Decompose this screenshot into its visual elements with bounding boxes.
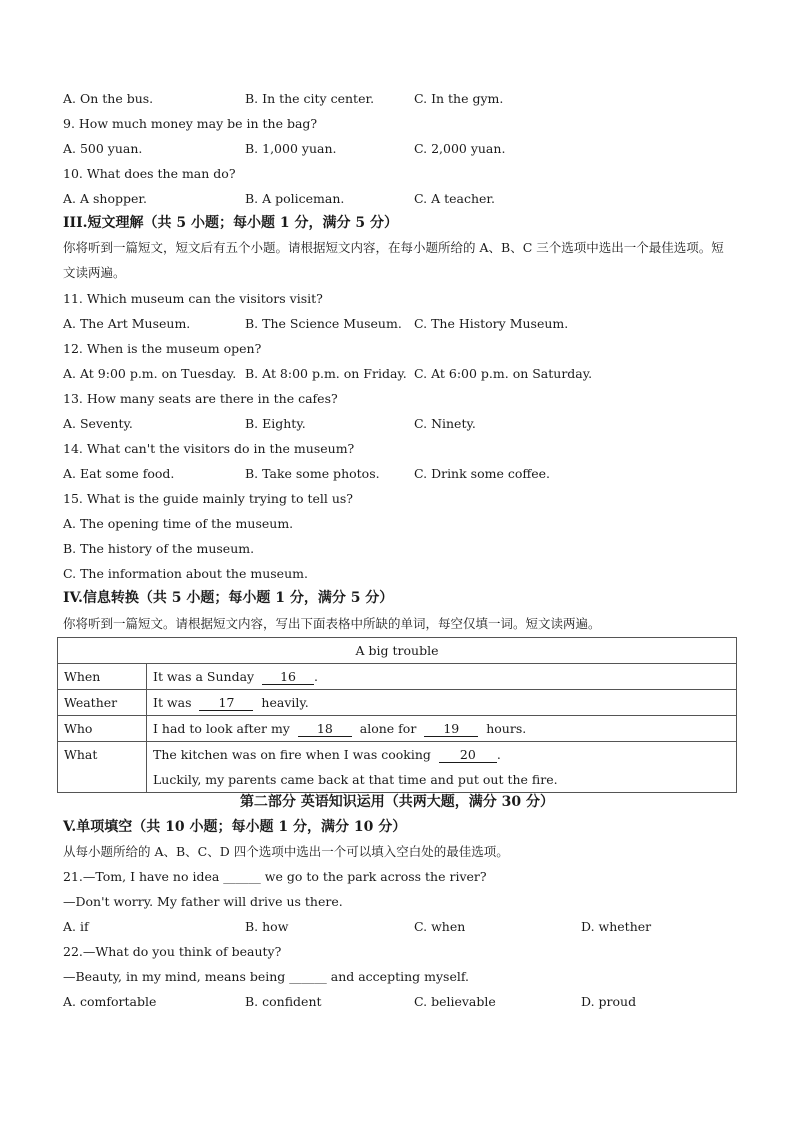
q14-option-c[interactable]: C. Drink some coffee.	[414, 466, 550, 481]
q21-option-c[interactable]: C. when	[414, 919, 466, 934]
row-text-line2: Luckily, my parents came back at that time and put out the fire.	[153, 772, 558, 787]
q11-option-a[interactable]: A. The Art Museum.	[63, 316, 191, 331]
q15-option-a[interactable]: A. The opening time of the museum.	[63, 516, 294, 531]
q21-line2: —Don't worry. My father will drive us there.	[63, 894, 343, 909]
q9-option-b[interactable]: B. 1,000 yuan.	[245, 141, 337, 156]
q12-option-c[interactable]: C. At 6:00 p.m. on Saturday.	[414, 366, 593, 381]
blank-18[interactable]: 18	[298, 722, 352, 737]
section-4-instruction: 你将听到一篇短文。请根据短文内容，写出下面表格中所缺的单词，每空仅填一词。短文读两遍。	[63, 616, 601, 631]
q10-option-b[interactable]: B. A policeman.	[245, 191, 345, 206]
q13-option-c[interactable]: C. Ninety.	[414, 416, 476, 431]
info-table	[57, 637, 737, 793]
q12-option-a[interactable]: A. At 9:00 p.m. on Tuesday.	[63, 366, 237, 381]
q22-line2: —Beauty, in my mind, means being ______ and accepting myself.	[63, 969, 470, 984]
row-text: It was	[153, 695, 192, 710]
row-label-weather: Weather	[58, 690, 147, 716]
part-2-title: 第二部分 英语知识运用（共两大题，满分 30 分）	[239, 794, 555, 810]
row-text-end: hours.	[486, 721, 527, 736]
q21-option-a[interactable]: A. if	[63, 919, 89, 934]
q9-stem: 9. How much money may be in the bag?	[63, 116, 318, 131]
q12-option-b[interactable]: B. At 8:00 p.m. on Friday.	[245, 366, 407, 381]
row-content-weather	[147, 690, 737, 716]
q22-option-a[interactable]: A. comfortable	[63, 994, 157, 1009]
table-row	[58, 742, 737, 793]
q8-option-a[interactable]: A. On the bus.	[63, 91, 154, 106]
q22-line1: 22.—What do you think of beauty?	[63, 944, 282, 959]
q10-stem: 10. What does the man do?	[63, 166, 236, 181]
blank-19[interactable]: 19	[424, 722, 478, 737]
section-4-title: IV.信息转换（共 5 小题；每小题 1 分，满分 5 分）	[63, 590, 394, 606]
q13-option-a[interactable]: A. Seventy.	[63, 416, 133, 431]
blank-16[interactable]: 16	[262, 670, 314, 685]
row-text: It was a Sunday	[153, 669, 255, 684]
q22-option-c[interactable]: C. believable	[414, 994, 496, 1009]
row-content-when	[147, 664, 737, 690]
table-title: A big trouble	[58, 638, 737, 664]
q15-option-b[interactable]: B. The history of the museum.	[63, 541, 255, 556]
q13-stem: 13. How many seats are there in the cafes?	[63, 391, 338, 406]
q11-option-b[interactable]: B. The Science Museum.	[245, 316, 402, 331]
row-label-what: What	[58, 742, 147, 793]
row-content-what	[147, 742, 737, 793]
table-title-row	[58, 638, 737, 664]
q9-option-a[interactable]: A. 500 yuan.	[63, 141, 143, 156]
q14-option-a[interactable]: A. Eat some food.	[63, 466, 175, 481]
q11-stem: 11. Which museum can the visitors visit?	[63, 291, 323, 306]
q12-stem: 12. When is the museum open?	[63, 341, 262, 356]
q21-option-d[interactable]: D. whether	[581, 919, 652, 934]
q15-option-c[interactable]: C. The information about the museum.	[63, 566, 308, 581]
q9-option-c[interactable]: C. 2,000 yuan.	[414, 141, 506, 156]
q13-option-b[interactable]: B. Eighty.	[245, 416, 306, 431]
section-3-title: III.短文理解（共 5 小题；每小题 1 分，满分 5 分）	[63, 215, 398, 231]
row-content-who	[147, 716, 737, 742]
q21-option-b[interactable]: B. how	[245, 919, 289, 934]
row-text: I had to look after my	[153, 721, 290, 736]
q21-line1: 21.—Tom, I have no idea ______ we go to the park across the river?	[63, 869, 487, 884]
row-text-end: .	[314, 669, 319, 684]
row-text-mid: alone for	[359, 721, 417, 736]
row-text-end: .	[496, 747, 501, 762]
row-text-end: heavily.	[261, 695, 309, 710]
q22-option-d[interactable]: D. proud	[581, 994, 637, 1009]
q10-option-c[interactable]: C. A teacher.	[414, 191, 495, 206]
table-row	[58, 664, 737, 690]
table-row	[58, 716, 737, 742]
section-5-title: V.单项填空（共 10 小题；每小题 1 分，满分 10 分）	[63, 819, 407, 835]
q11-option-c[interactable]: C. The History Museum.	[414, 316, 569, 331]
q22-option-b[interactable]: B. confident	[245, 994, 322, 1009]
table-row	[58, 690, 737, 716]
row-text: The kitchen was on fire when I was cooking	[153, 747, 431, 762]
section-5-instruction: 从每小题所给的 A、B、C、D 四个选项中选出一个可以填入空白处的最佳选项。	[63, 844, 509, 859]
row-label-who: Who	[58, 716, 147, 742]
section-3-instruction: 你将听到一篇短文，短文后有五个小题。请根据短文内容，在每小题所给的 A、B、C 三个选项中选出一个最佳选项。短文读两遍。	[63, 240, 724, 280]
q10-option-a[interactable]: A. A shopper.	[63, 191, 147, 206]
q14-stem: 14. What can't the visitors do in the museum?	[63, 441, 355, 456]
blank-20[interactable]: 20	[439, 748, 497, 763]
row-label-when: When	[58, 664, 147, 690]
blank-17[interactable]: 17	[199, 696, 253, 711]
q15-stem: 15. What is the guide mainly trying to tell us?	[63, 491, 354, 506]
q8-option-c[interactable]: C. In the gym.	[414, 91, 504, 106]
q14-option-b[interactable]: B. Take some photos.	[245, 466, 380, 481]
q8-option-b[interactable]: B. In the city center.	[245, 91, 375, 106]
